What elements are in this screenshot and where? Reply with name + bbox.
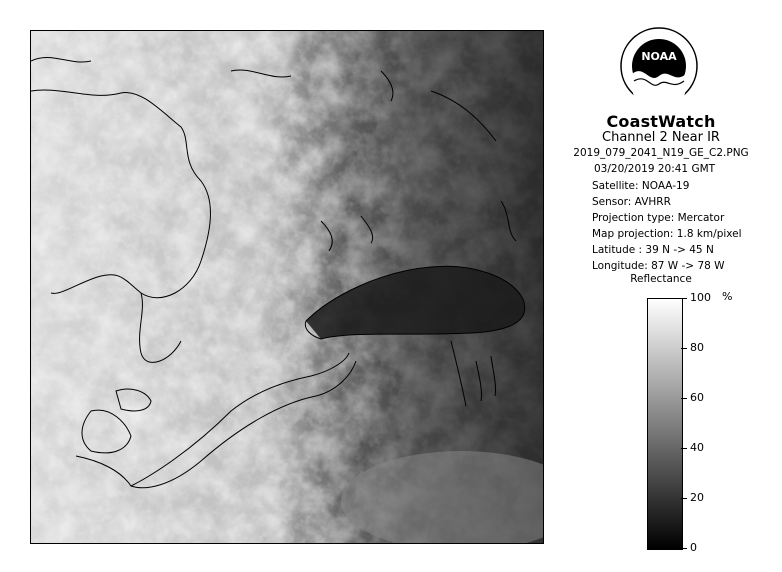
sensor-label: Sensor: AVHRR xyxy=(592,196,671,208)
satellite-label: Satellite: NOAA-19 xyxy=(592,180,690,192)
satellite-imagery xyxy=(31,31,543,543)
product-title: CoastWatch xyxy=(606,112,716,131)
reflectance-colorbar xyxy=(647,298,683,550)
colorbar-tick xyxy=(681,348,687,349)
colorbar-label: Reflectance xyxy=(630,273,692,285)
colorbar-tick xyxy=(681,548,687,549)
channel-label: Channel 2 Near IR xyxy=(602,130,720,145)
colorbar-tick-label: 60 xyxy=(690,391,704,404)
filename-label: 2019_079_2041_N19_GE_C2.PNG xyxy=(573,147,749,159)
colorbar-tick xyxy=(681,448,687,449)
colorbar-tick-label: 0 xyxy=(690,541,697,554)
colorbar-tick-label: 20 xyxy=(690,491,704,504)
logo-text: NOAA xyxy=(641,50,677,63)
colorbar-tick xyxy=(681,298,687,299)
colorbar-tick xyxy=(681,398,687,399)
map-projection-label: Map projection: 1.8 km/pixel xyxy=(592,228,742,240)
colorbar-tick-label: 80 xyxy=(690,341,704,354)
projection-type-label: Projection type: Mercator xyxy=(592,212,725,224)
colorbar-unit: % xyxy=(722,290,733,303)
latitude-label: Latitude : 39 N -> 45 N xyxy=(592,244,714,256)
longitude-label: Longitude: 87 W -> 78 W xyxy=(592,260,725,272)
noaa-logo xyxy=(619,26,699,106)
colorbar-tick-label: 100 xyxy=(690,291,711,304)
colorbar-tick xyxy=(681,498,687,499)
colorbar-tick-label: 40 xyxy=(690,441,704,454)
satellite-map[interactable] xyxy=(30,30,544,544)
datetime-label: 03/20/2019 20:41 GMT xyxy=(594,163,716,175)
